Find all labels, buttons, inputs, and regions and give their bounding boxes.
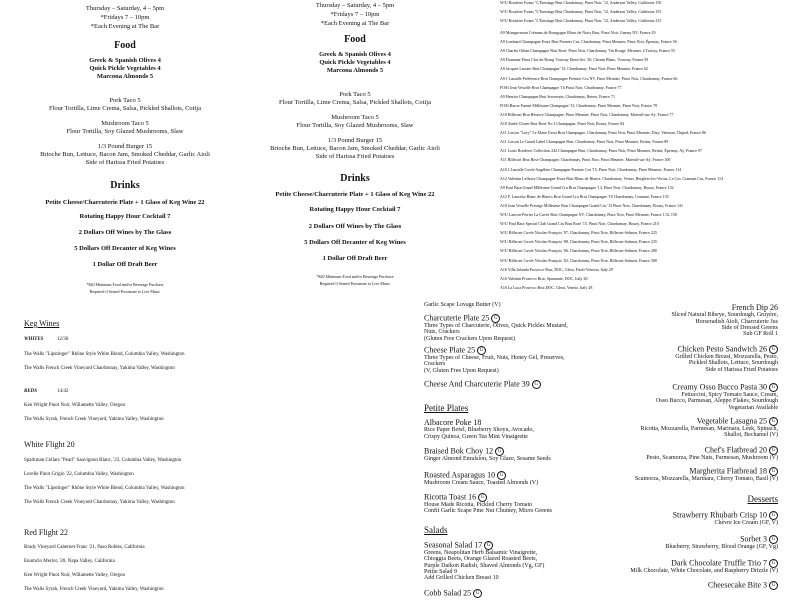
wine-list-item: A9 Montgermont Crémant de Bourgogne Blanc de Noirs Brut, Pinot Noir, Gamay NV, France 29 (500, 30, 656, 35)
menu-item: Marcona Almonds 5 (326, 67, 384, 74)
charcuterie-plate (424, 314, 568, 342)
menu-desc: Pesto, Scamorza, Pine Nuts, Parmesan, Mushroom (V) (646, 455, 778, 461)
wine-list-item: W/U Boudrier Evans "L'Ermitage Brut Chardonnay, Pinot Noir, '12, Anderson Valley, California 155 (500, 9, 662, 14)
menu-desc: Nuts, Crackers (424, 329, 460, 336)
menu-item-name: Pork Taco 5 (109, 97, 141, 104)
menu-item-name: Cheesecake Bite 3 (707, 580, 767, 590)
menu-item-name: Mushroom Taco 5 (101, 120, 149, 127)
wine-list-item: A9 Henriot Champagne Brut Souverain, Chardonnay, Reims, France 71 (500, 93, 615, 99)
gluten-free-icon: G (477, 346, 486, 355)
gluten-free-icon: G (769, 511, 778, 520)
wine-list-item: A11 Billecart Brut Rosé Champagne, Chardonnay, Pinot Noir, Pinot Meunier, Mareuil-sur-Aÿ, France 100 (500, 157, 671, 163)
menu-item-name: Vegetable Lasagna 25 (696, 416, 767, 426)
menu-desc: Crispy Quinoa, Green Tea Mint Vinaigrette (424, 433, 528, 440)
menu-desc: Milk Chocolate, White Chocolate, and Raspberry Drizzle (V) (630, 568, 778, 574)
drink-item: 2 Dollars Off Wines by The Glass (78, 229, 172, 236)
menu-item-name: Braised Bok Choy 12 (424, 446, 494, 456)
cheese-charcuterie-plate (424, 380, 541, 389)
menu-desc: Greens, Neapolitan Herb Balsamic Vinaigrette, (424, 550, 538, 556)
keg-wine-item: The Walls Syrah, French Creek Vineyard, Yakima Valley, Washington (24, 417, 164, 422)
menu-desc: Fettuccini, Spicy Tomato Sauce, Cream, (681, 392, 778, 398)
wine-list-item: A16 La Luca Prosecco Brut DOC, Glera, Veneto, Italy 28 (500, 284, 593, 290)
menu-desc: Mushroom Cream Sauce, Toasted Almonds (V) (424, 480, 539, 486)
wine-list-item: W/U Billecart Cuvée Nicolas-François '08, Chardonnay, Pinot Noir, Billecart-Salmon, France 235 (500, 239, 657, 245)
keg-wine-item: The Walls "Lipstinger" Rhône Style White Blend, Columbia Valley, Washington (24, 352, 185, 357)
drink-item: 5 Dollars Off Decanter of Keg Wines (74, 245, 176, 252)
menu-desc: Vegetarian Available (728, 404, 778, 411)
menu-desc: Grilled Chicken Breast, Mozzarella, Pesto, (675, 354, 778, 360)
menu-item-desc: Flour Tortilla, Lime Crema, Salsa, Pickled Shallots, Cotija (49, 105, 201, 112)
menu-desc: Shallot, Bechamel (V) (724, 432, 778, 439)
menu-desc: Ginger Almond Emulsion, Soy Glaze, Sesame Seeds (424, 456, 551, 462)
fine-print: *$20 Minimum Food and/or Beverage Purchase (316, 274, 394, 279)
wine-list-item: A10 Billecart Brut Réserve Champagne, Pinot Meunier, Pinot Noir, Chardonnay, Mareuil-sur-Aÿ, France 77 (500, 111, 674, 117)
flight-wine-item: Lorelle Pinot Grigio '22, Columbia Valley, Washington (24, 472, 134, 477)
wine-list-item: A10 J.Lassalle Cuvée Angéline Champagne Premier Cru '15, Pinot Noir, Chardonnay, Pinot Meunier, France 114 (500, 166, 682, 172)
wine-list-item: A9 Domaine Pinot Clos du Bourg Vouvray Demi-Sec '20, Chenin Blanc, Vouvray, France 59 (500, 57, 649, 63)
menu-desc: Three Types of Charcuterie, Olives, Quick Pickles Mustard, (424, 323, 568, 329)
ricotta-toast (424, 493, 552, 515)
wine-list-item: A11 Louis Roederer Collection 242 Champagne Brut, Chardonnay, Pinot Noir, Pinot Meunier, Reims, Épernay, Aÿ, France 97 (500, 148, 702, 154)
menu-desc: Scamorza, Mozzarella, Marinara, Cherry Tomato, Basil (V) (634, 476, 778, 482)
wine-list-item: A11 Larson "Lavy" Le Marie Extra Brut Champagne, Chardonnay, Pinot Noir, Pinot Meunier, Dizy, Valmont, Thiped, France 86 (500, 130, 706, 136)
osso-bucco-pasta (656, 383, 778, 411)
flight-wine-item: The Walls Syrah, French Creek Vineyard, Yakima Valley, Washington (24, 587, 164, 592)
reds-label: REDS (24, 389, 38, 394)
whites-label: WHITES (24, 337, 44, 342)
flight-wine-item: The Walls "Lipstinger" Rhône Style White Blend, Columbia Valley, Washington (24, 486, 185, 491)
drink-item: Rotating Happy Hour Cocktail 7 (79, 213, 171, 220)
menu-item: Greek & Spanish Olives 4 (319, 51, 391, 58)
menu-item-name: Cheese And Charcuterie Plate 39 (424, 379, 530, 389)
menu-item-name: Dark Chocolate Truffle Trio 7 (671, 558, 767, 568)
menu-desc: Confit Garlic Scape Pine Nut Chutney, Micro Greens (424, 508, 552, 515)
wine-list-item: A9 Lombard Champagne Extra Brut Premier Cru, Chardonnay, Pinot Meunier, Pinot Noir, Épernay, France 56 (500, 39, 677, 45)
menu-item-name: Sorbet 3 (740, 534, 767, 544)
happy-hour-panel-left (0, 0, 250, 300)
menu-item-desc: Side of Harissa Fried Potatoes (85, 159, 165, 166)
gluten-free-icon: G (769, 446, 778, 455)
menu-desc: Crackers (424, 361, 446, 368)
wine-list-item: A12 P. Lancelot Blanc de Blancs Brut Grand Cru Brut Champagne '18 Chardonnay, Cramant, France 135 (500, 193, 669, 199)
menu-desc: Osso Bucco, Parmesan, Aleppo Flakes, Sourdough (656, 398, 778, 405)
menu-desc: Add Grilled Chicken Breast 10 (424, 575, 499, 582)
seasonal-salad (424, 541, 544, 581)
sparkling-wine-list (490, 0, 800, 300)
desserts-heading: Desserts (747, 494, 778, 504)
menu-item-name: 1/3 Pound Burger 15 (327, 137, 383, 144)
chefs-flatbread (646, 446, 778, 461)
gluten-free-icon: G (532, 380, 541, 389)
drink-item: 5 Dollars Off Decanter of Keg Wines (304, 239, 406, 246)
cheese-plate (424, 346, 565, 374)
chocolate-truffle-trio (630, 559, 778, 574)
drink-item: Petite Cheese/Charcuterie Plate + 1 Glass of Keg Wine 22 (45, 199, 205, 206)
fine-print: Required if Seated Proximate to Live Music (319, 281, 391, 286)
menu-item-desc: Flour Tortilla, Soy Glazed Mushrooms, Slaw (66, 128, 184, 135)
keg-wine-item: The Walls French Creek Vineyard Chardonnay, Yakima Valley, Washington (24, 366, 175, 371)
margherita-flatbread (635, 467, 778, 482)
gluten-free-icon: G (491, 314, 500, 323)
menu-item-desc: Brioche Bun, Lettuce, Bacon Jam, Smoked Cheddar, Garlic Aioli (40, 151, 210, 158)
menu-item-name: Roasted Asparagus 10 (424, 470, 496, 480)
hours-line: *Each Evening at The Bar (320, 20, 390, 27)
wine-list-item: A9 Charles Orban Champagne Brut Rosé, Pinot Noir, Chardonnay, Vin Rouge, Meunier, à Troissy, France 55 (500, 48, 675, 54)
drink-item: Petite Cheese/Charcuterie Plate + 1 Glass of Keg Wine 22 (275, 191, 435, 198)
menu-desc: Sub GF Roll 1 (743, 331, 778, 338)
cobb-salad (424, 589, 482, 598)
wine-list-item: W/U Boudrier Evans "L'Ermitage Brut Chardonnay, Pinot Noir, '12, Anderson Valley, California 215 (500, 18, 662, 23)
drink-item: Rotating Happy Hour Cocktail 7 (309, 206, 401, 213)
menu-item-name: Cobb Salad 25 (424, 588, 472, 598)
hours-line: Thursday – Saturday, 4 – 5pm (315, 2, 395, 9)
menu-item-name: French Dip 26 (731, 303, 778, 312)
drink-item: 2 Dollars Off Wines by The Glass (308, 223, 402, 230)
wine-list-item: W/U Lancon-Perrier La Cuvée Brut Champagne NV, Chardonnay, Pinot Noir, Pinot Meunier, France 1.5L 150 (500, 212, 677, 217)
wine-list-item: FOSI Jean Vesselle Brut Champagne '16 Pinot Noir, Chardonnay, France 77 (500, 84, 622, 90)
food-heading: Food (114, 40, 136, 51)
french-dip (672, 304, 778, 338)
menu-item-name: Creamy Osso Bucco Pasta 30 (672, 382, 767, 392)
happy-hour-panel-right (250, 0, 460, 300)
main-menu-panel (420, 300, 800, 600)
wine-list-item: W/U Paul Bara Special Club Grand Cru Brut Rosé '15, Pinot Noir, Chardonnay, Bouzy, France 210 (500, 221, 659, 227)
gluten-free-icon: G (495, 447, 504, 456)
hours-line: *Each Evening at The Bar (90, 23, 160, 30)
wine-list-item: A10 André Clouet Brut Rosé No.3 Champagne, Pinot Noir, Bouzy, France 84 (500, 121, 625, 126)
menu-desc: Rice Paper Bowl, Blueberry Shoyu, Avocado, (424, 427, 534, 434)
menu-desc: Sliced Natural Ribeye, Sourdough, Gruyère, (671, 312, 778, 319)
wine-list-item: A16 Valentin Prosecco Brut, Spumante, DOC, Italy 20 (500, 275, 588, 281)
menu-item-name: Strawberry Rhubarb Crisp 10 (672, 510, 767, 520)
gluten-free-icon: G (769, 581, 778, 590)
menu-desc: Pickled Shallots, Lettuce, Sourdough (688, 360, 778, 367)
gluten-free-icon: G (769, 417, 778, 426)
menu-desc: Petite Salad 9 (424, 568, 457, 575)
wine-list-item: W/U Billecart Cuvée Nicolas-François '02, Chardonnay, Pinot Noir, Billecart-Salmon, France 300 (500, 257, 657, 263)
fine-print: Required if Seated Proximate to Live Music (89, 289, 161, 294)
flight-wine-item: Brady Vineyard Cabernet Franc '21, Paso Robles, California (24, 545, 145, 550)
menu-item: Greek & Spanish Olives 4 (89, 57, 161, 64)
gluten-free-icon: G (473, 589, 482, 598)
sorbet (665, 535, 778, 550)
flight-wine-item: Enumclo Merlot, '20, Napa Valley, California (24, 559, 115, 564)
gluten-free-icon: G (769, 383, 778, 392)
flight-wine-item: Ken Wright Pinot Noir, Willamette Valley, Oregon (24, 573, 126, 578)
menu-desc: Garlic Scape Lovage Butter (V) (424, 302, 501, 308)
gluten-free-icon: G (769, 559, 778, 568)
menu-desc: Chioggia Beets, Orange Glazed Roasted Beets, (424, 556, 538, 563)
whites-price: 12/36 (57, 337, 69, 342)
menu-item-name: Charcuterie Plate 25 (424, 313, 490, 323)
salads-heading: Salads (424, 525, 448, 535)
menu-item-desc: Flour Tortilla, Soy Glazed Mushrooms, Slaw (296, 122, 414, 129)
keg-wine-item: Ken Wright Pinot Noir, Willamette Valley, Oregon (24, 403, 126, 408)
menu-desc: Side of Dressed Greens (721, 324, 778, 331)
menu-desc: Three Types of Cheese, Fruit, Nuts, Honey Gel, Preserves, (424, 355, 565, 361)
wine-list-item: A10 Jean Vesselle Prestige Millésime Brut Champagne Grand Cru '12 Pinot Noir, Chardonnay, Bouzy, France 141 (500, 202, 684, 208)
menu-item: Marcona Almonds 5 (96, 73, 154, 80)
menu-desc: (Gluten Free Crackers Upon Request) (424, 335, 515, 342)
menu-desc: Horseradish Aioli, Charcuterie Jus (695, 318, 778, 325)
menu-desc: Blueberry, Strawberry, Blood Orange (GF, Vg) (665, 544, 778, 550)
hours-line: *Fridays 7 – 10pm (100, 14, 150, 21)
wine-list-item: A11 Larson Le Grand Label Champagne Brut, Chardonnay, Pinot Noir, Pinot Meunier, Reims, France 89 (500, 139, 669, 145)
reds-price: 14/42 (57, 389, 69, 394)
flight-wine-item: The Walls French Creek Vineyard Chardonnay, Yakima Valley, Washington (24, 500, 175, 505)
menu-item-name: Chef's Flatbread 20 (704, 445, 767, 455)
menu-item-name: Pork Taco 5 (339, 91, 371, 98)
gluten-free-icon: G (769, 345, 778, 354)
hours-line: *Fridays 7 – 10pm (330, 11, 380, 18)
red-flight-heading: Red Flight 22 (24, 528, 69, 537)
albacore-poke (424, 419, 534, 440)
drinks-heading: Drinks (340, 173, 370, 184)
gluten-free-icon: G (769, 467, 778, 476)
roasted-asparagus (424, 471, 538, 486)
gluten-free-icon: G (484, 541, 493, 550)
menu-desc: Purple Daikon Radish, Shaved Almonds (Vg, GF) (424, 562, 545, 569)
menu-item: Quick Pickle Vegetables 4 (319, 59, 391, 66)
menu-item-desc: Side of Harissa Fried Potatoes (315, 153, 395, 160)
wine-list-item: A9 J Lassalle Préférence Brut Champagne Premier Cru NV, Pinot Meunier, Pinot Noir, Chardonnay, France 66 (500, 75, 678, 81)
wine-list-item: A9 Paul Bara Grand Millésime Grand Cru Brut Champagne '14, Pinot Noir, Chardonnay, Bouzy, France 132 (500, 184, 674, 190)
food-heading: Food (344, 34, 366, 45)
menu-item: Quick Pickle Vegetables 4 (89, 65, 161, 72)
menu-item-name: Margherita Flatbread 18 (689, 466, 767, 476)
wine-list-item: W/U Billecart Cuvée Nicolas-François '06, Chardonnay, Pinot Noir, Billecart-Salmon, France 280 (500, 248, 657, 254)
menu-desc: Ricotta, Mozzarella, Parmesan, Marinara, Leek, Spinach, (640, 426, 778, 432)
fine-print: *$20 Minimum Food and/or Beverage Purchase (86, 282, 164, 287)
menu-item-desc: Flour Tortilla, Lime Crema, Salsa, Pickled Shallots, Cotija (279, 99, 431, 106)
gluten-free-icon: G (497, 471, 506, 480)
gluten-free-icon: G (769, 535, 778, 544)
menu-desc: Chèvre Ice Cream (GF, V) (714, 520, 778, 526)
cheesecake-bite (708, 581, 778, 590)
chicken-pesto-sandwich (675, 345, 778, 373)
menu-desc: House Made Ricotta, Pickled Cherry Tomato (424, 502, 533, 508)
vegetable-lasagna (641, 417, 778, 439)
wine-list-item: FOSI Baron Fuenté Millésime Champagne '13, Chardonnay, Pinot Meunier, Pinot Noir, France 78 (500, 102, 658, 108)
menu-item-name: Seasonal Salad 17 (424, 540, 483, 550)
wine-list-item: A9 Jacques Lassaie Brut Champagne '13, Chardonnay, Pinot Noir, Pinot Meunier, France 62 (500, 66, 648, 72)
menu-item-name: Mushroom Taco 5 (331, 114, 379, 121)
strawberry-rhubarb-crisp (673, 511, 778, 526)
wine-list-item: A12 Valentin Leflaive Champagne Extra Brut Blanc de Blancs, Chardonnay, Vertus, Bergères-les-Vertus, Le Cru, Cramant Cru, France 114 (500, 175, 723, 181)
menu-item-name: Chicken Pesto Sandwich 26 (677, 344, 767, 354)
menu-item-name: 1/3 Pound Burger 15 (97, 143, 153, 150)
petite-plates-heading: Petite Plates (424, 403, 469, 413)
gluten-free-icon: G (478, 493, 487, 502)
drink-item: 1 Dollar Off Draft Beer (322, 255, 388, 262)
wine-list-item: W/U Boudrier Evans "L'Ermitage Brut Chardonnay, Pinot Noir, '12, Anderson Valley, California 150 (500, 0, 662, 5)
menu-desc: Side of Harissa Fried Potatoes (705, 366, 778, 373)
keg-wines-heading: Keg Wines (24, 319, 60, 328)
menu-item-desc: Brioche Bun, Lettuce, Bacon Jam, Smoked Cheddar, Garlic Aioli (270, 145, 440, 152)
menu-item-name: Cheese Plate 25 (424, 345, 476, 355)
menu-desc: (V, Gluten Free Upon Request) (424, 367, 499, 374)
menu-item-name: Albacore Poke 18 (424, 418, 482, 427)
drinks-heading: Drinks (110, 180, 140, 191)
keg-wines-panel (0, 300, 420, 600)
hours-line: Thursday – Saturday, 4 – 5pm (85, 5, 165, 12)
wine-list-item: W/U Billecart Cuvée Nicolas-François '07, Chardonnay, Pinot Noir, Billecart-Salmon, France 225 (500, 230, 657, 236)
menu-item-name: Ricotta Toast 16 (424, 492, 477, 502)
wine-list-item: A16 Villa Jolanda Prosecco Brut, DOC, Glera, Friuli-Venezia, Italy 29 (500, 266, 613, 272)
braised-bok-choy (424, 447, 551, 462)
drink-item: 1 Dollar Off Draft Beer (92, 261, 158, 268)
flight-wine-item: Sparkman Cellars "Pearl" Sauvignon Blanc, '23, Columbia Valley, Washington (24, 458, 182, 463)
white-flight-heading: White Flight 20 (24, 440, 75, 449)
